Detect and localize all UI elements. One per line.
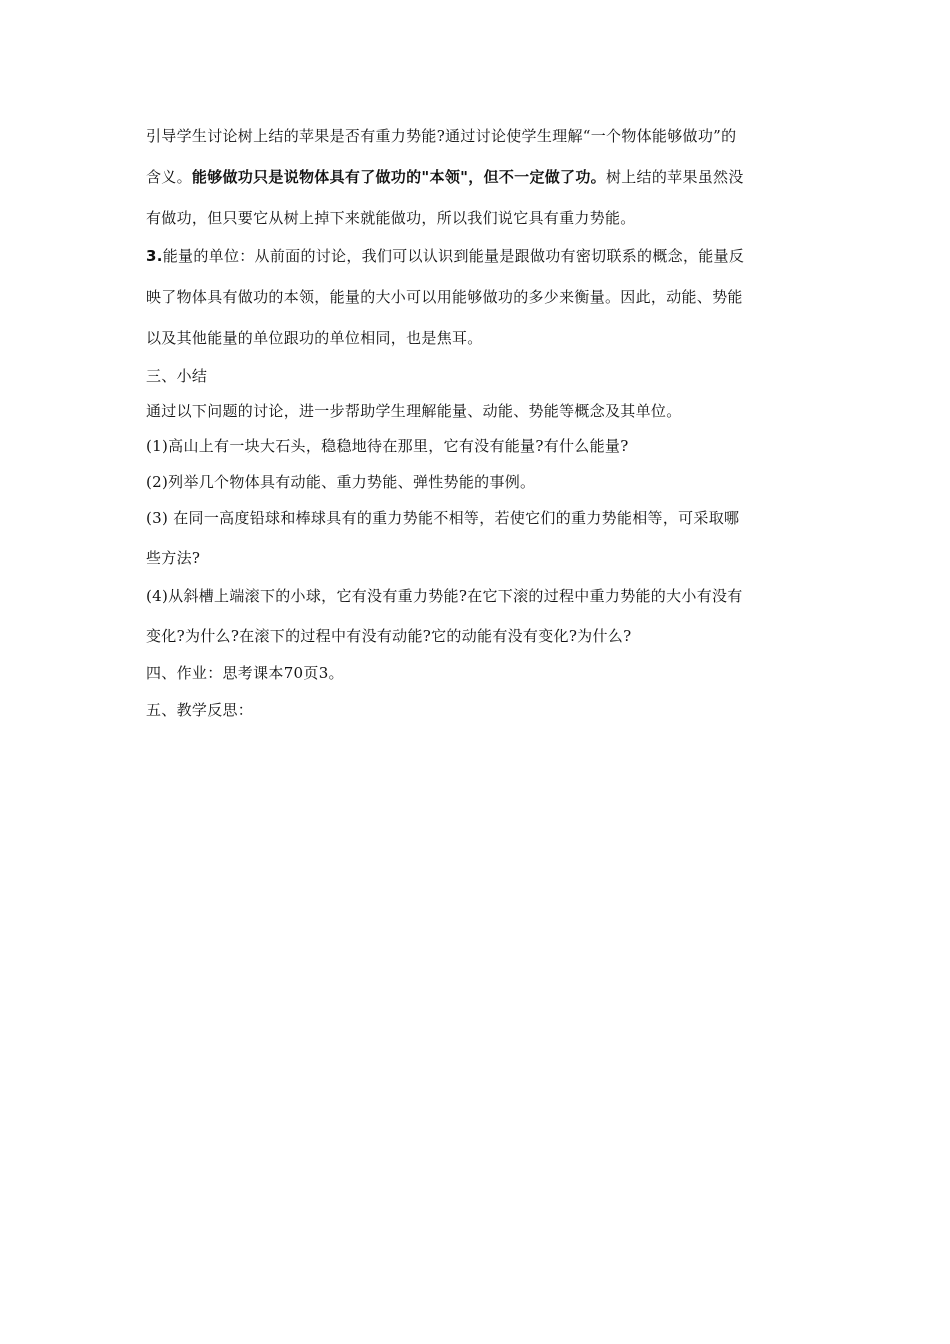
- section-number: 3.: [146, 247, 163, 265]
- question-4-line-1: (4)从斜槽上端滚下的小球，它有没有重力势能?在它下滚的过程中重力势能的大小有没有: [146, 587, 743, 605]
- paragraph-energy-unit-line-1: [146, 246, 816, 266]
- section-heading-summary: 三、小结: [146, 367, 208, 385]
- paragraph-apple-line-1: 引导学生讨论树上结的苹果是否有重力势能?通过讨论使学生理解“一个物体能够做功”的: [146, 127, 737, 145]
- paragraph-energy-unit-line-3: 以及其他能量的单位跟功的单位相同，也是焦耳。: [146, 329, 483, 347]
- text-segment: 能量的单位：从前面的讨论，我们可以认识到能量是跟做功有密切联系的概念，能量反: [162, 247, 745, 265]
- question-4-line-2: 变化?为什么?在滚下的过程中有没有动能?它的动能有没有变化?为什么?: [146, 627, 632, 645]
- paragraph-energy-unit-line-2: 映了物体具有做功的本领，能量的大小可以用能够做功的多少来衡量。因此，动能、势能: [146, 288, 743, 306]
- summary-intro: 通过以下问题的讨论，进一步帮助学生理解能量、动能、势能等概念及其单位。: [146, 402, 682, 420]
- question-2: (2)列举几个物体具有动能、重力势能、弹性势能的事例。: [146, 473, 536, 491]
- question-3-line-1: (3) 在同一高度铅球和棒球具有的重力势能不相等，若使它们的重力势能相等，可采取哪: [146, 509, 740, 527]
- text-segment: 含义。: [146, 168, 192, 186]
- paragraph-apple-line-3: 有做功，但只要它从树上掉下来就能做功，所以我们说它具有重力势能。: [146, 209, 636, 227]
- section-heading-reflection: 五、教学反思：: [146, 701, 254, 719]
- question-1: (1)高山上有一块大石头，稳稳地待在那里，它有没有能量?有什么能量?: [146, 437, 629, 455]
- question-3-line-2: 些方法?: [146, 549, 201, 567]
- section-heading-homework: 四、作业：思考课本70页3。: [146, 664, 344, 682]
- bold-key-statement: 能够做功只是说物体具有了做功的"本领"，但不一定做了功。: [191, 168, 606, 186]
- text-segment: 树上结的苹果虽然没: [605, 168, 744, 186]
- paragraph-apple-line-2: [146, 167, 816, 187]
